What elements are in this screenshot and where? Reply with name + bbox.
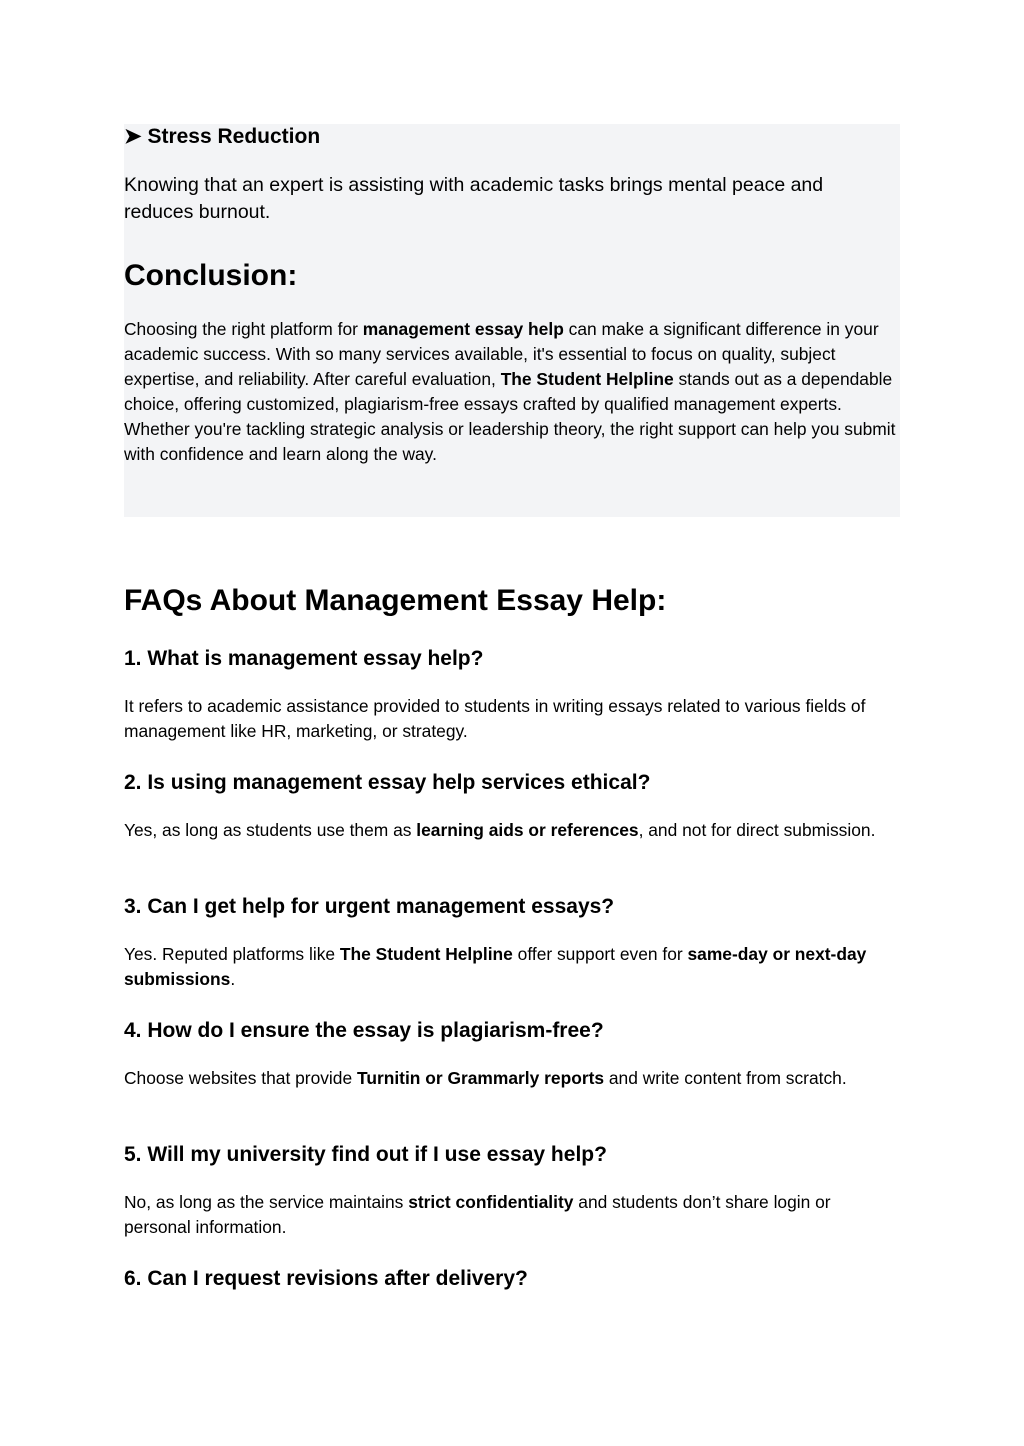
conclusion-heading: Conclusion: bbox=[124, 259, 298, 292]
stress-heading-text: Stress Reduction bbox=[147, 125, 321, 148]
conclusion-bold-1: management essay help bbox=[362, 319, 564, 339]
faq-answer-3-text-1: Yes. Reputed platforms like bbox=[124, 944, 340, 964]
faq-heading: FAQs About Management Essay Help: bbox=[124, 584, 667, 617]
faq-answer-5-bold-1: strict confidentiality bbox=[408, 1192, 574, 1212]
faq-answer-2 bbox=[124, 818, 900, 843]
faq-question-1: 1. What is management essay help? bbox=[124, 647, 484, 670]
faq-answer-4-bold-1: Turnitin or Grammarly reports bbox=[356, 1068, 605, 1088]
faq-answer-4-text-1: Choose websites that provide bbox=[124, 1068, 357, 1088]
faq-answer-4 bbox=[124, 1066, 900, 1091]
faq-answer-2-bold-1: learning aids or references bbox=[416, 820, 639, 840]
faq-question-6: 6. Can I request revisions after delivery? bbox=[124, 1267, 528, 1290]
faq-answer-3-bold-2: same-day or next-day submissions bbox=[124, 944, 867, 989]
faq-answer-3 bbox=[124, 942, 900, 992]
faq-answer-3-text-3: . bbox=[230, 969, 236, 989]
faq-answer-2-text-2: , and not for direct submission. bbox=[638, 820, 876, 840]
stress-reduction-body: Knowing that an expert is assisting with academic tasks brings mental peace and reduces burnout. bbox=[124, 174, 824, 223]
faq-question-4: 4. How do I ensure the essay is plagiarism-free? bbox=[124, 1019, 604, 1042]
faq-question-2: 2. Is using management essay help services ethical? bbox=[124, 771, 651, 794]
stress-reduction-heading bbox=[124, 123, 320, 151]
conclusion-bold-2: The Student Helpline bbox=[500, 369, 674, 389]
conclusion-text-3: stands out as a dependable choice, offering customized, plagiarism-free essays crafted by qualified management experts. Whether you're tackling strategic analysis or leadership theory, the right support can help you submit with confidence and learn along the way. bbox=[124, 369, 896, 464]
faq-answer-5-text-2: and students don’t share login or personal information. bbox=[124, 1192, 831, 1237]
faq-answer-2-text-1: Yes, as long as students use them as bbox=[124, 820, 417, 840]
conclusion-paragraph bbox=[124, 317, 900, 467]
arrow-bullet-icon: ➤ bbox=[124, 125, 142, 148]
conclusion-text-2: can make a significant difference in your academic success. With so many services available, it's essential to focus on quality, subject expertise, and reliability. After careful evaluation, bbox=[124, 319, 879, 389]
conclusion-text-1: Choosing the right platform for bbox=[124, 319, 363, 339]
faq-answer-5 bbox=[124, 1190, 900, 1240]
faq-answer-4-text-2: and write content from scratch. bbox=[604, 1068, 847, 1088]
faq-answer-3-bold-1: The Student Helpline bbox=[339, 944, 513, 964]
faq-answer-1: It refers to academic assistance provided to students in writing essays related to various fields of management like HR, marketing, or strategy. bbox=[124, 696, 866, 741]
faq-question-5: 5. Will my university find out if I use essay help? bbox=[124, 1143, 607, 1166]
faq-question-3: 3. Can I get help for urgent management essays? bbox=[124, 895, 615, 918]
faq-answer-3-text-2: offer support even for bbox=[512, 944, 688, 964]
faq-answer-5-text-1: No, as long as the service maintains bbox=[124, 1192, 409, 1212]
